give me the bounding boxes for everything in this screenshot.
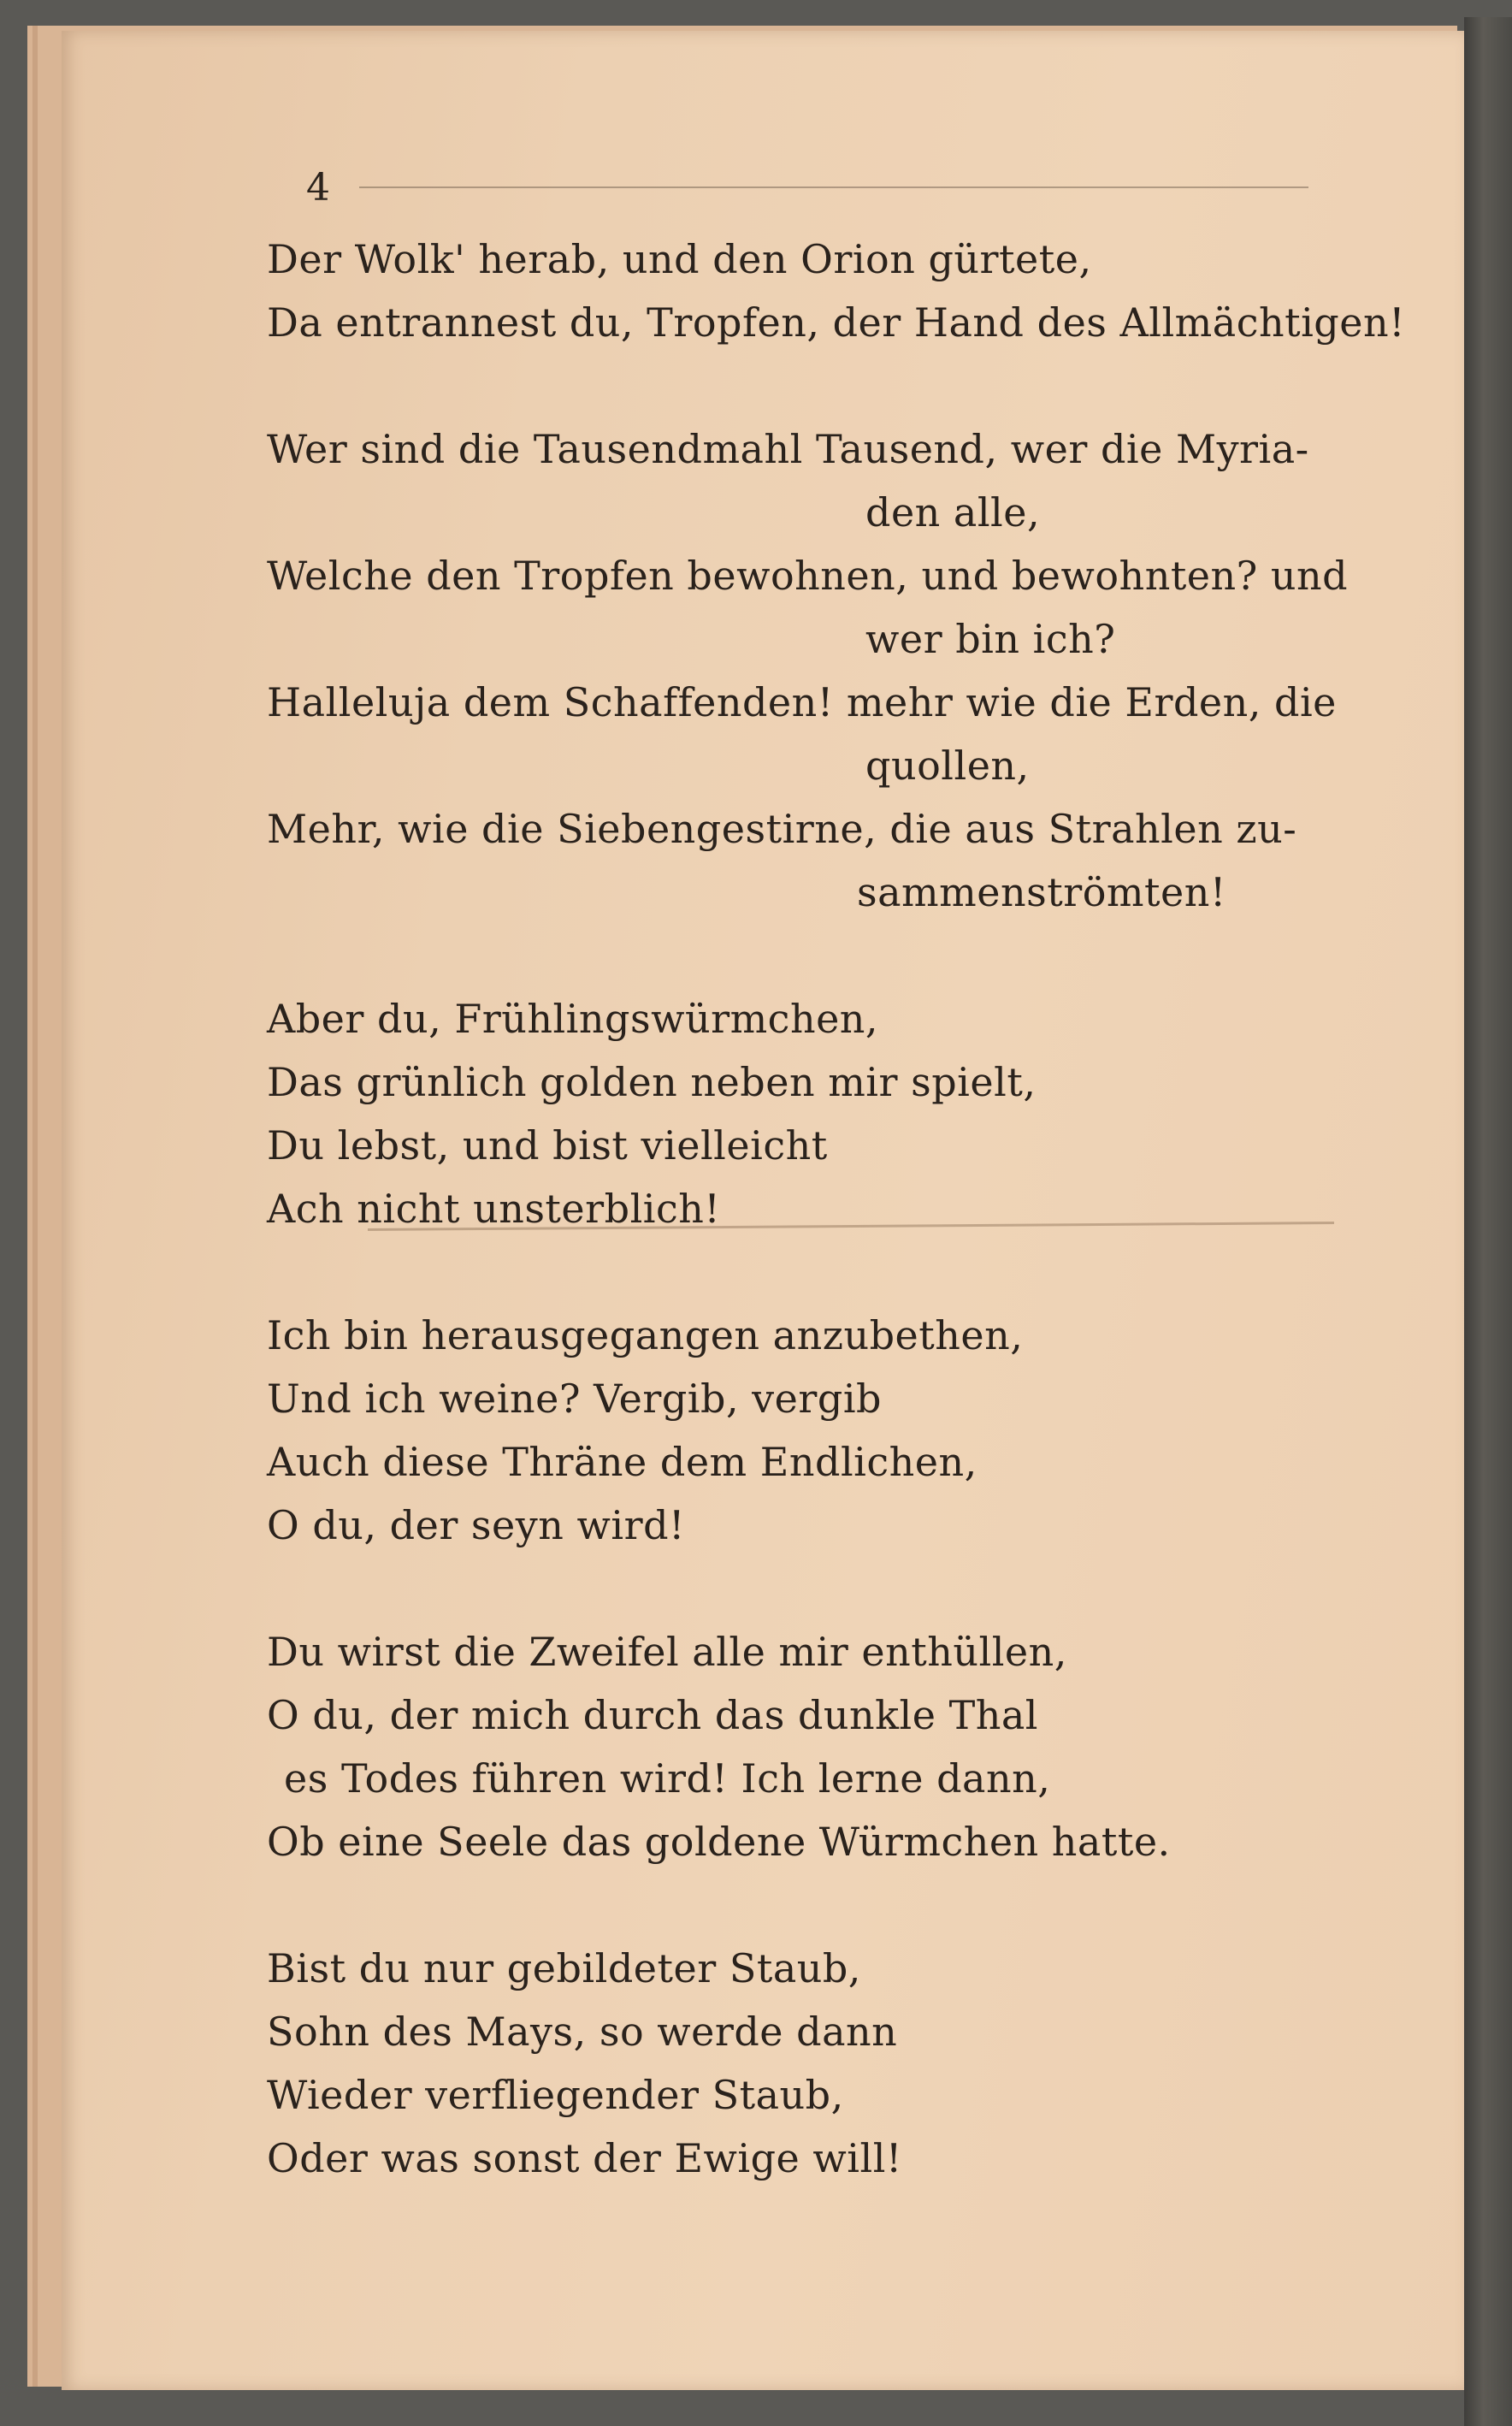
verse-line: Du lebst, und bist vielleicht (267, 1122, 828, 1169)
verse-line: Wieder verfliegender Staub, (267, 2072, 844, 2118)
header-rule (359, 186, 1308, 188)
stanza-3 (267, 987, 1327, 1240)
verse-line: Mehr, wie die Siebengestirne, die aus Strahlen zu- (267, 806, 1297, 852)
verse-line: Das grünlich golden neben mir spielt, (267, 1059, 1037, 1105)
verse-line: Wer sind die Tausendmahl Tausend, wer die Myria- (267, 426, 1309, 472)
page-number: 4 (306, 166, 330, 210)
verse-line: O du, der mich durch das dunkle Thal (267, 1692, 1039, 1738)
verse-line: Und ich weine? Vergib, vergib (267, 1376, 882, 1422)
verse-line: Auch diese Thräne dem Endlichen, (267, 1439, 977, 1485)
stanza-4 (267, 1304, 1327, 1557)
verse-line: Du wirst die Zweifel alle mir enthüllen, (267, 1629, 1067, 1675)
verse-line: Welche den Tropfen bewohnen, und bewohnten? und (267, 553, 1349, 599)
verse-line: Ich bin herausgegangen anzubethen, (267, 1312, 1024, 1358)
verse-line: Ob eine Seele das goldene Würmchen hatte. (267, 1819, 1171, 1865)
verse-line: Aber du, Frühlingswürmchen, (267, 996, 879, 1042)
verse-line: Bist du nur gebildeter Staub, (267, 1945, 861, 1991)
stanza-2 (267, 417, 1349, 924)
verse-line-continuation: quollen, (865, 743, 1030, 789)
stanza-5 (267, 1620, 1327, 1873)
verse-line: O du, der seyn wird! (267, 1502, 686, 1548)
verse-line: Sohn des Mays, so werde dann (267, 2009, 898, 2055)
verse-line: Halleluja dem Schaffenden! mehr wie die Erden, die (267, 679, 1337, 725)
poem-text (267, 228, 1406, 2253)
verse-line-continuation: sammenströmten! (857, 869, 1226, 915)
verse-line: Der Wolk' herab, und den Orion gürtete, (267, 236, 1092, 282)
binding-edge (1464, 17, 1512, 2426)
verse-line: es Todes führen wird! Ich lerne dann, (284, 1755, 1051, 1802)
stanza-1 (267, 228, 1406, 354)
verse-line: Da entrannest du, Tropfen, der Hand des Allmächtigen! (267, 299, 1406, 346)
stanza-6 (267, 1937, 1327, 2190)
verse-line: Oder was sonst der Ewige will! (267, 2135, 902, 2181)
verse-line-continuation: wer bin ich? (865, 616, 1116, 662)
verse-line: Ach nicht unsterblich! (267, 1186, 721, 1232)
verse-line-continuation: den alle, (865, 489, 1041, 535)
